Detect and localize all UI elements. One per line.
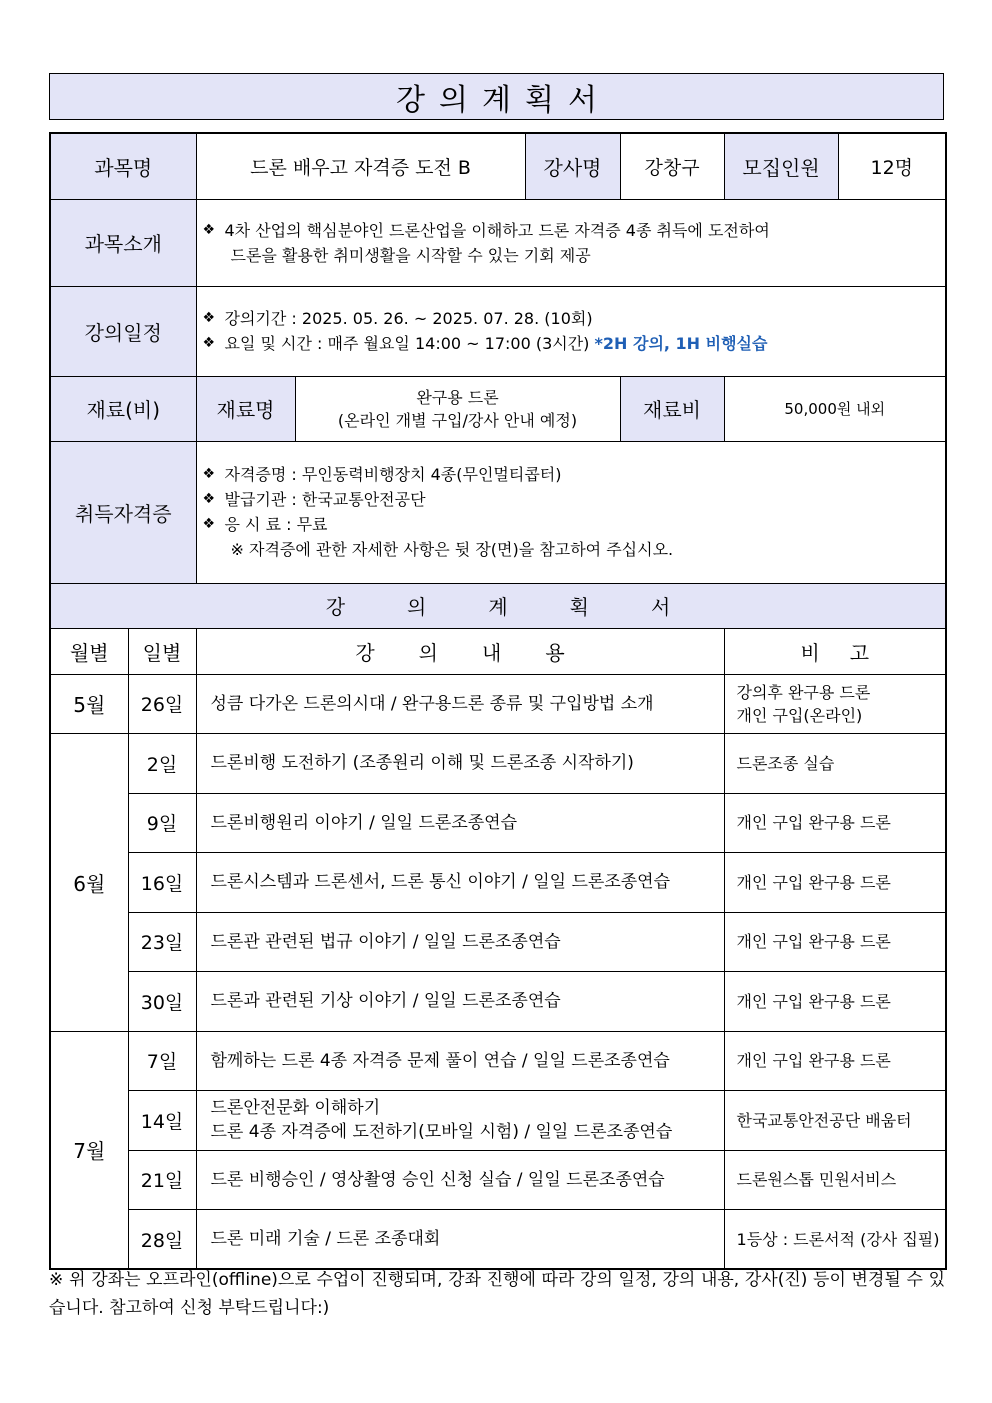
- content-line: 성큼 다가온 드론의시대 / 완구용드론 종류 및 구입방법 소개: [210, 693, 654, 714]
- plan-section-title: [50, 583, 946, 628]
- note-cell: [724, 1091, 946, 1151]
- cert-line-3: 응 시 료 : 무료: [224, 515, 328, 534]
- content-cell: [196, 912, 724, 972]
- table-row: [50, 1150, 946, 1210]
- material-name-label: 재료명: [196, 376, 295, 441]
- material-label: 재료(비): [50, 376, 196, 441]
- note-cell: [724, 1150, 946, 1210]
- note-line: 1등상 : 드론서적 (강사 집필): [736, 1229, 940, 1249]
- note-cell: [724, 1031, 946, 1091]
- note-line: 개인 구입 완구용 드론: [736, 1051, 891, 1071]
- month-cell: 7월: [50, 1031, 128, 1269]
- document-title: 강의계획서: [396, 82, 611, 118]
- table-row: [50, 734, 946, 794]
- schedule-note: *2H 강의, 1H 비행실습: [594, 334, 768, 353]
- instructor-label: 강사명: [525, 133, 620, 199]
- content-cell: [196, 853, 724, 913]
- table-row: [50, 793, 946, 853]
- table-row: [50, 912, 946, 972]
- schedule-content: [196, 286, 946, 376]
- schedule-time: 요일 및 시간 : 매주 월요일 14:00 ~ 17:00 (3시간): [224, 334, 590, 353]
- note-line: 드론원스톱 민원서비스: [736, 1170, 897, 1190]
- intro-line-1: 4차 산업의 핵심분야인 드론산업을 이해하고 드론 자격증 4종 취득에 도전하여: [224, 220, 770, 240]
- content-line: 드론관 관련된 법규 이야기 / 일일 드론조종연습: [210, 931, 561, 952]
- content-line: 드론 미래 기술 / 드론 조종대회: [210, 1229, 441, 1249]
- note-cell: [724, 972, 946, 1032]
- intro-line-2: 드론을 활용한 취미생활을 시작할 수 있는 기회 제공: [230, 245, 591, 265]
- capacity-value: 12명: [838, 133, 946, 199]
- table-row: [50, 1091, 946, 1151]
- diamond-bullet-icon: ❖: [202, 310, 216, 326]
- col-header-content-text: 강의내용: [355, 640, 609, 665]
- subject-value: 드론 배우고 자격증 도전 B: [196, 133, 525, 199]
- material-name-line-2: (온라인 개별 구입/강사 안내 예정): [337, 410, 578, 430]
- diamond-bullet-icon: ❖: [202, 335, 216, 351]
- col-header-month: 월별: [50, 628, 128, 674]
- note-cell: [724, 674, 946, 734]
- table-row: [50, 853, 946, 913]
- col-header-note-text: 비고: [800, 640, 900, 665]
- note-line: 개인 구입 완구용 드론: [736, 813, 891, 833]
- material-name-line-1: 완구용 드론: [416, 387, 499, 407]
- note-line: 개인 구입(온라인): [736, 705, 863, 725]
- note-line: 드론조종 실습: [736, 753, 835, 773]
- note-cell: [724, 853, 946, 913]
- content-line: 드론시스템과 드론센서, 드론 통신 이야기 / 일일 드론조종연습: [210, 872, 671, 893]
- day-cell: 7일: [128, 1031, 196, 1091]
- note-cell: [724, 912, 946, 972]
- material-name-value: [295, 376, 620, 441]
- content-line: 드론 4종 자격증에 도전하기(모바일 시험) / 일일 드론조종연습: [210, 1122, 673, 1143]
- month-cell: 6월: [50, 734, 128, 1032]
- cert-content: [196, 441, 946, 583]
- subject-label: 과목명: [50, 133, 196, 199]
- content-cell: [196, 674, 724, 734]
- content-cell: [196, 1210, 724, 1270]
- col-header-day: 일별: [128, 628, 196, 674]
- material-cost-label: 재료비: [620, 376, 724, 441]
- day-cell: 21일: [128, 1150, 196, 1210]
- schedule-rows: [50, 674, 946, 1269]
- note-cell: [724, 1210, 946, 1270]
- day-cell: 14일: [128, 1091, 196, 1151]
- content-line: 함께하는 드론 4종 자격증 문제 풀이 연습 / 일일 드론조종연습: [210, 1050, 670, 1071]
- diamond-bullet-icon: ❖: [202, 221, 216, 238]
- content-line: 드론 비행승인 / 영상촬영 승인 신청 실습 / 일일 드론조종연습: [210, 1169, 665, 1190]
- cert-note: ※ 자격증에 관한 자세한 사항은 뒷 장(면)을 참고하여 주십시오.: [230, 540, 674, 559]
- day-cell: 16일: [128, 853, 196, 913]
- content-cell: [196, 793, 724, 853]
- plan-section-title-text: 강의계획서: [325, 595, 733, 619]
- note-line: 개인 구입 완구용 드론: [736, 872, 891, 892]
- intro-label: 과목소개: [50, 199, 196, 286]
- table-row: [50, 674, 946, 734]
- day-cell: 28일: [128, 1210, 196, 1270]
- diamond-bullet-icon: ❖: [202, 466, 216, 482]
- day-cell: 9일: [128, 793, 196, 853]
- col-header-content: [196, 628, 724, 674]
- course-plan-table: [49, 132, 947, 1270]
- table-row: [50, 972, 946, 1032]
- note-line: 강의후 완구용 드론: [736, 682, 871, 702]
- diamond-bullet-icon: ❖: [202, 491, 216, 507]
- cert-line-1: 자격증명 : 무인동력비행장치 4종(무인멀티콥터): [224, 465, 562, 484]
- capacity-label: 모집인원: [724, 133, 838, 199]
- content-line: 드론안전문화 이해하기: [210, 1098, 381, 1119]
- note-line: 한국교통안전공단 배움터: [736, 1110, 912, 1130]
- note-cell: [724, 793, 946, 853]
- day-cell: 30일: [128, 972, 196, 1032]
- day-cell: 23일: [128, 912, 196, 972]
- content-cell: [196, 1150, 724, 1210]
- note-line: 개인 구입 완구용 드론: [736, 991, 891, 1011]
- note-line: 개인 구입 완구용 드론: [736, 932, 891, 952]
- content-cell: [196, 1031, 724, 1091]
- footer-notice: ※ 위 강좌는 오프라인(offline)으로 수업이 진행되며, 강좌 진행에 따라 강의 일정, 강의 내용, 강사(진) 등이 변경될 수 있습니다. 참고하여 신청 부탁드립니다:): [49, 1270, 945, 1318]
- instructor-value: 강창구: [620, 133, 724, 199]
- cert-line-2: 발급기관 : 한국교통안전공단: [224, 490, 426, 509]
- schedule-label: 강의일정: [50, 286, 196, 376]
- schedule-period: 강의기간 : 2025. 05. 26. ~ 2025. 07. 28. (10회): [224, 309, 593, 328]
- document-title-box: [49, 73, 944, 120]
- day-cell: 2일: [128, 734, 196, 794]
- material-cost-value: 50,000원 내외: [724, 376, 946, 441]
- content-line: 드론비행 도전하기 (조종원리 이해 및 드론조종 시작하기): [210, 753, 634, 774]
- note-cell: [724, 734, 946, 794]
- content-cell: [196, 734, 724, 794]
- content-cell: [196, 972, 724, 1032]
- cert-label: 취득자격증: [50, 441, 196, 583]
- month-cell: 5월: [50, 674, 128, 734]
- diamond-bullet-icon: ❖: [202, 516, 216, 532]
- content-line: 드론비행원리 이야기 / 일일 드론조종연습: [210, 812, 518, 833]
- day-cell: 26일: [128, 674, 196, 734]
- table-row: [50, 1210, 946, 1270]
- table-row: [50, 1031, 946, 1091]
- col-header-note: [724, 628, 946, 674]
- content-cell: [196, 1091, 724, 1151]
- intro-content: [196, 199, 946, 286]
- content-line: 드론과 관련된 기상 이야기 / 일일 드론조종연습: [210, 991, 561, 1012]
